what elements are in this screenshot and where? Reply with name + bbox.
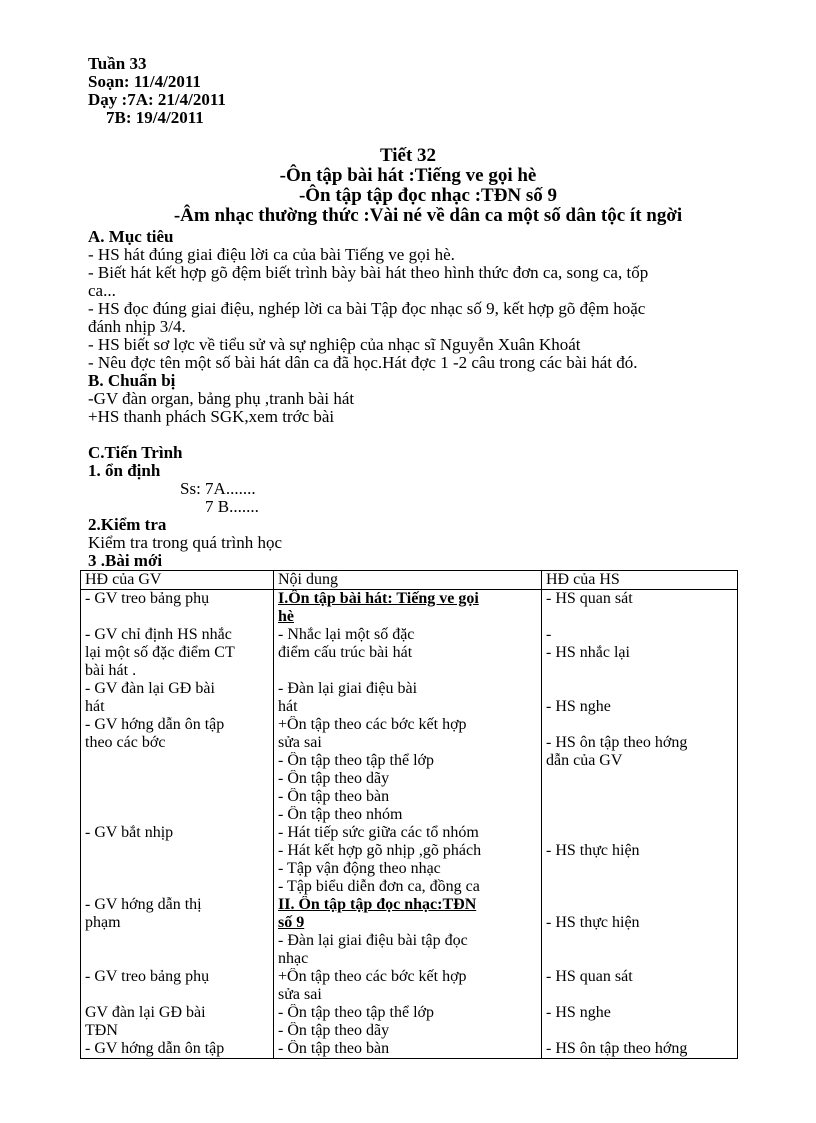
header-teacher-activity: HĐ của GV bbox=[81, 571, 274, 590]
lesson-plan-table bbox=[80, 570, 738, 1059]
title-line-1: -Ôn tập bài hát :Tiếng ve gọi hè bbox=[279, 165, 537, 186]
objective-item: - HS đọc đúng giai điệu, nghép lời ca bài Tập đọc nhạc số 9, kết hợp gõ đệm hoặc bbox=[88, 299, 646, 318]
cell-line: - GV hớng dẫn thị bbox=[85, 896, 202, 913]
cell-line: - Tập vận động theo nhạc bbox=[278, 860, 441, 877]
cell-line: - Ôn tập theo dãy bbox=[278, 770, 390, 787]
check-heading: 2.Kiểm tra bbox=[88, 515, 167, 534]
cell-line: - GV hớng dẫn ôn tập bbox=[85, 1040, 225, 1057]
section-heading-song-cont: hè bbox=[278, 608, 294, 625]
cell-line: - GV bắt nhịp bbox=[85, 824, 174, 841]
teacher-activity-cell bbox=[81, 590, 274, 1059]
cell-line: - bbox=[546, 626, 552, 643]
cell-line: - HS nghe bbox=[546, 698, 611, 715]
cell-line: - Hát kết hợp gõ nhịp ,gõ phách bbox=[278, 842, 482, 859]
cell-line: - Ôn tập theo nhóm bbox=[278, 806, 403, 823]
lesson-body bbox=[88, 228, 728, 570]
cell-line: dẫn của GV bbox=[546, 752, 623, 769]
stabilize-heading: 1. ổn định bbox=[88, 461, 161, 480]
cell-line: - Tập biểu diễn đơn ca, đồng ca bbox=[278, 878, 480, 895]
table-row bbox=[81, 590, 738, 1059]
cell-line: - GV treo bảng phụ bbox=[85, 968, 210, 985]
cell-line: - HS quan sát bbox=[546, 968, 633, 985]
cell-line: - HS thực hiện bbox=[546, 914, 640, 931]
cell-line: điểm cấu trúc bài hát bbox=[278, 644, 413, 661]
cell-line: +Ôn tập theo các bớc kết hợp bbox=[278, 716, 467, 733]
week-label: Tuần 33 bbox=[88, 54, 147, 73]
new-lesson-heading: 3 .Bài mới bbox=[88, 551, 163, 570]
cell-line: sửa sai bbox=[278, 986, 322, 1003]
cell-line: theo các bớc bbox=[85, 734, 166, 751]
teach-date-7b: 7B: 19/4/2011 bbox=[106, 108, 204, 127]
cell-line: - HS ôn tập theo hớng bbox=[546, 734, 688, 751]
cell-line: - GV hớng dẫn ôn tập bbox=[85, 716, 225, 733]
cell-line: - GV treo bảng phụ bbox=[85, 590, 210, 607]
objectives-heading: A. Mục tiêu bbox=[88, 227, 174, 246]
lesson-title-block bbox=[80, 146, 736, 226]
prepared-date: Soạn: 11/4/2011 bbox=[88, 72, 201, 91]
preparation-item: +HS thanh phách SGK,xem trớc bài bbox=[88, 407, 335, 426]
section-heading-reading: II. Ôn tập tập đọc nhạc:TĐN bbox=[278, 896, 477, 913]
cell-line: TĐN bbox=[85, 1022, 118, 1039]
lesson-number: Tiết 32 bbox=[379, 145, 437, 166]
cell-line: - Ôn tập theo tập thể lớp bbox=[278, 1004, 434, 1021]
attendance-7a: Ss: 7A....... bbox=[180, 479, 256, 498]
cell-line: lại một số đặc điểm CT bbox=[85, 644, 235, 661]
cell-line: - Hát tiếp sức giữa các tổ nhóm bbox=[278, 824, 479, 841]
cell-line: +Ôn tập theo các bớc kết hợp bbox=[278, 968, 467, 985]
cell-line: - Ôn tập theo bàn bbox=[278, 788, 390, 805]
cell-line: nhạc bbox=[278, 950, 309, 967]
header-student-activity: HĐ của HS bbox=[542, 571, 738, 590]
objective-item: - HS hát đúng giai điệu lời ca của bài Tiếng ve gọi hè. bbox=[88, 245, 455, 264]
objective-item: - HS biết sơ lợc về tiểu sử và sự nghiệp của nhạc sĩ Nguyễn Xuân Khoát bbox=[88, 335, 581, 354]
preparation-heading: B. Chuẩn bị bbox=[88, 371, 176, 390]
cell-line: - HS nhắc lại bbox=[546, 644, 630, 661]
process-heading: C.Tiến Trình bbox=[88, 443, 183, 462]
cell-line: - GV chỉ định HS nhắc bbox=[85, 626, 232, 643]
title-line-2: -Ôn tập tập đọc nhạc :TĐN số 9 bbox=[298, 185, 558, 206]
section-heading-reading-cont: số 9 bbox=[278, 914, 305, 931]
cell-line: - Ôn tập theo dãy bbox=[278, 1022, 390, 1039]
title-line-3: -Âm nhạc thường thức :Vài né về dân ca một số dân tộc ít ngời bbox=[173, 205, 683, 226]
objective-item: ca... bbox=[88, 281, 116, 300]
cell-line: - Nhắc lại một số đặc bbox=[278, 626, 415, 643]
objective-item: - Biết hát kết hợp gõ đệm biết trình bày bài hát theo hình thức đơn ca, song ca, tốp bbox=[88, 263, 649, 282]
cell-line: phạm bbox=[85, 914, 121, 931]
section-heading-song: I.Ôn tập bài hát: Tiếng ve gọi bbox=[278, 590, 479, 607]
header-content: Nội dung bbox=[274, 571, 542, 590]
preparation-item: -GV đàn organ, bảng phụ ,tranh bài hát bbox=[88, 389, 355, 408]
check-note: Kiểm tra trong quá trình học bbox=[88, 533, 283, 552]
table-header-row bbox=[81, 571, 738, 590]
student-activity-cell bbox=[542, 590, 738, 1059]
attendance-7b: 7 B....... bbox=[205, 497, 259, 516]
cell-line: hát bbox=[278, 698, 298, 715]
cell-line: - HS nghe bbox=[546, 1004, 611, 1021]
cell-line: - Ôn tập theo bàn bbox=[278, 1040, 390, 1057]
cell-line: hát bbox=[85, 698, 105, 715]
objective-item: đánh nhịp 3/4. bbox=[88, 317, 186, 336]
content-cell bbox=[274, 590, 542, 1059]
cell-line: - HS thực hiện bbox=[546, 842, 640, 859]
cell-line: - GV đàn lại GĐ bài bbox=[85, 680, 215, 697]
cell-line: - HS quan sát bbox=[546, 590, 633, 607]
cell-line: - HS ôn tập theo hớng bbox=[546, 1040, 688, 1057]
teach-date-7a: Dạy :7A: 21/4/2011 bbox=[88, 90, 226, 109]
cell-line: - Ôn tập theo tập thể lớp bbox=[278, 752, 434, 769]
objective-item: - Nêu đợc tên một số bài hát dân ca đã học.Hát đợc 1 -2 câu trong các bài hát đó. bbox=[88, 353, 638, 372]
cell-line: - Đàn lại giai điệu bài bbox=[278, 680, 418, 697]
cell-line: sửa sai bbox=[278, 734, 322, 751]
cell-line: GV đàn lại GĐ bài bbox=[85, 1004, 206, 1021]
document-header bbox=[88, 55, 226, 127]
cell-line: - Đàn lại giai điệu bài tập đọc bbox=[278, 932, 468, 949]
cell-line: bài hát . bbox=[85, 662, 137, 679]
